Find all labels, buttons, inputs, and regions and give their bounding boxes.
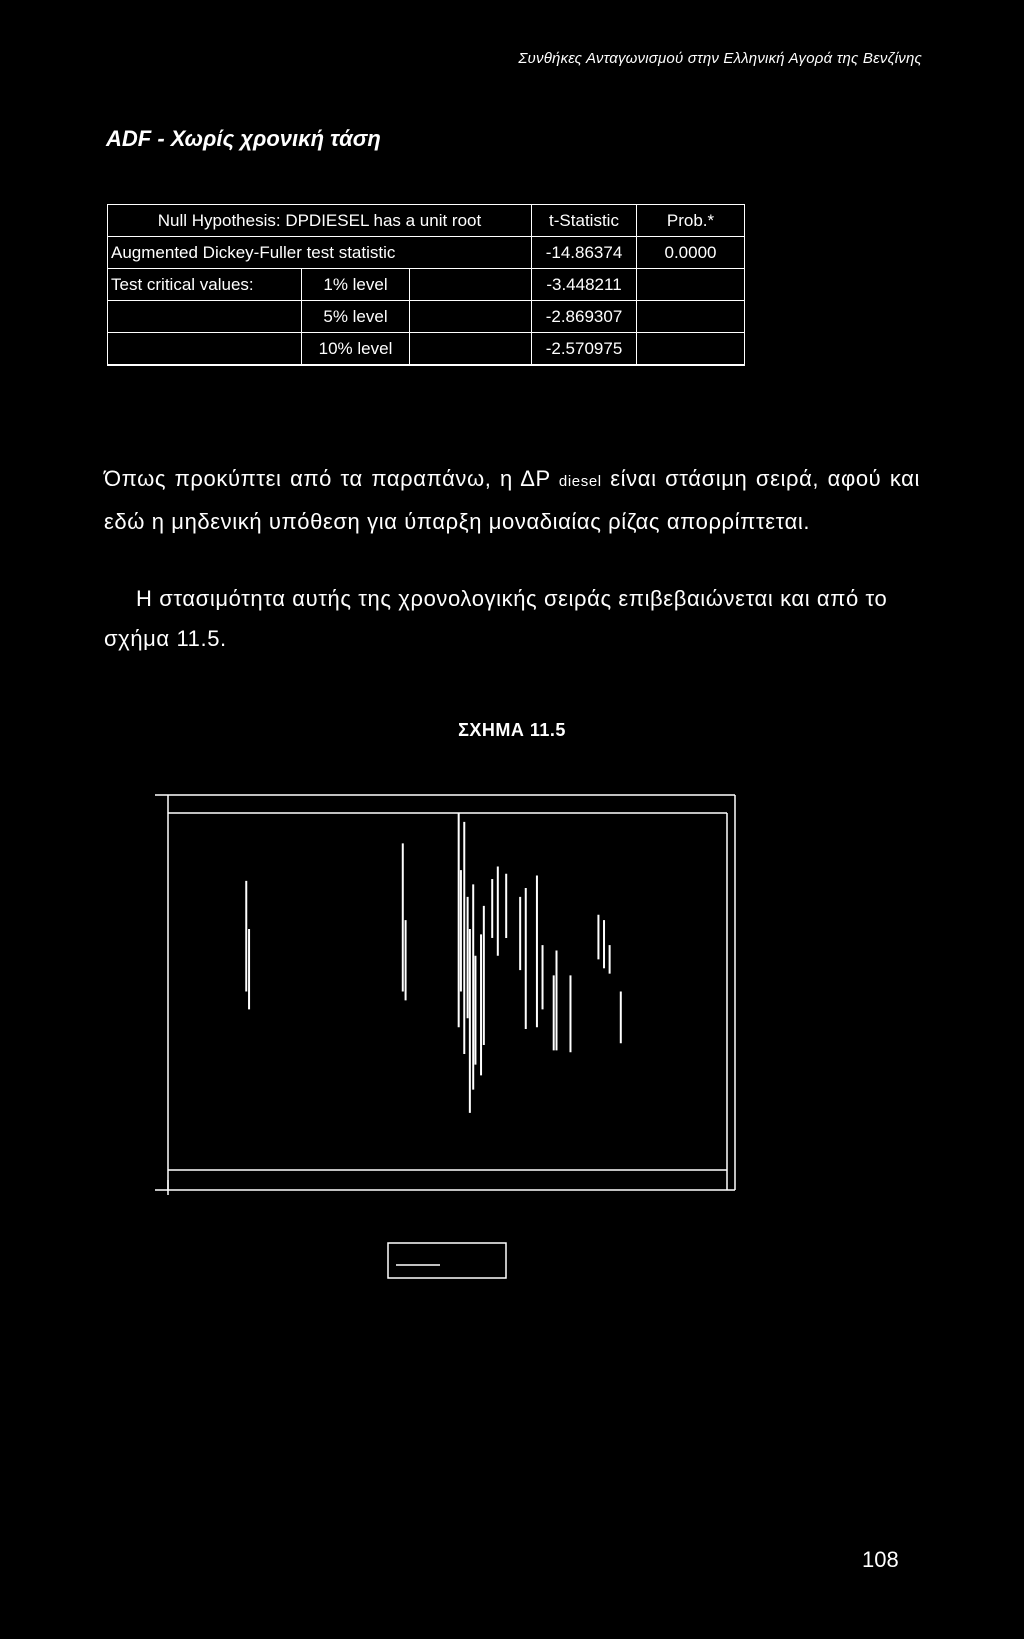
- diesel-subscript: diesel: [558, 473, 602, 490]
- critical-level: 10% level: [302, 333, 410, 366]
- critical-value: -2.570975: [532, 333, 637, 366]
- critical-value: -2.869307: [532, 301, 637, 333]
- adf-prob: 0.0000: [637, 237, 745, 269]
- paragraph-figure-reference: Η στασιμότητα αυτής της χρονολογικής σειράς επιβεβαιώνεται και από το σχήμα 11.5.: [104, 586, 888, 651]
- critical-values-label: Test critical values:: [108, 269, 302, 301]
- critical-level: 1% level: [302, 269, 410, 301]
- running-header: Συνθήκες Ανταγωνισμού στην Ελληνική Αγορά της Βενζίνης: [518, 50, 922, 67]
- null-hypothesis-header: Null Hypothesis: DPDIESEL has a unit root: [108, 205, 532, 237]
- t-statistic-header: t-Statistic: [532, 205, 637, 237]
- paragraph1-after: είναι στάσιμη σειρά, αφού και εδώ η μηδενική υπόθεση για ύπαρξη μοναδιαίας ρίζας απορρίπτεται.: [104, 466, 920, 534]
- legend-box: [388, 1243, 506, 1278]
- series-layer: [246, 813, 621, 1113]
- critical-level: 5% level: [302, 301, 410, 333]
- section-title: ADF - Χωρίς χρονική τάση: [106, 126, 381, 151]
- paragraph1-before: Όπως προκύπτει από τα παραπάνω, η ΔΡ: [104, 466, 551, 491]
- prob-header: Prob.*: [637, 205, 745, 237]
- page-number: 108: [862, 1547, 899, 1572]
- critical-value: -3.448211: [532, 269, 637, 301]
- plot-frame: [155, 795, 735, 1195]
- adf-statistic-label: Augmented Dickey-Fuller test statistic: [108, 237, 532, 269]
- adf-t-statistic: -14.86374: [532, 237, 637, 269]
- figure-title: ΣΧΗΜΑ 11.5: [458, 720, 566, 740]
